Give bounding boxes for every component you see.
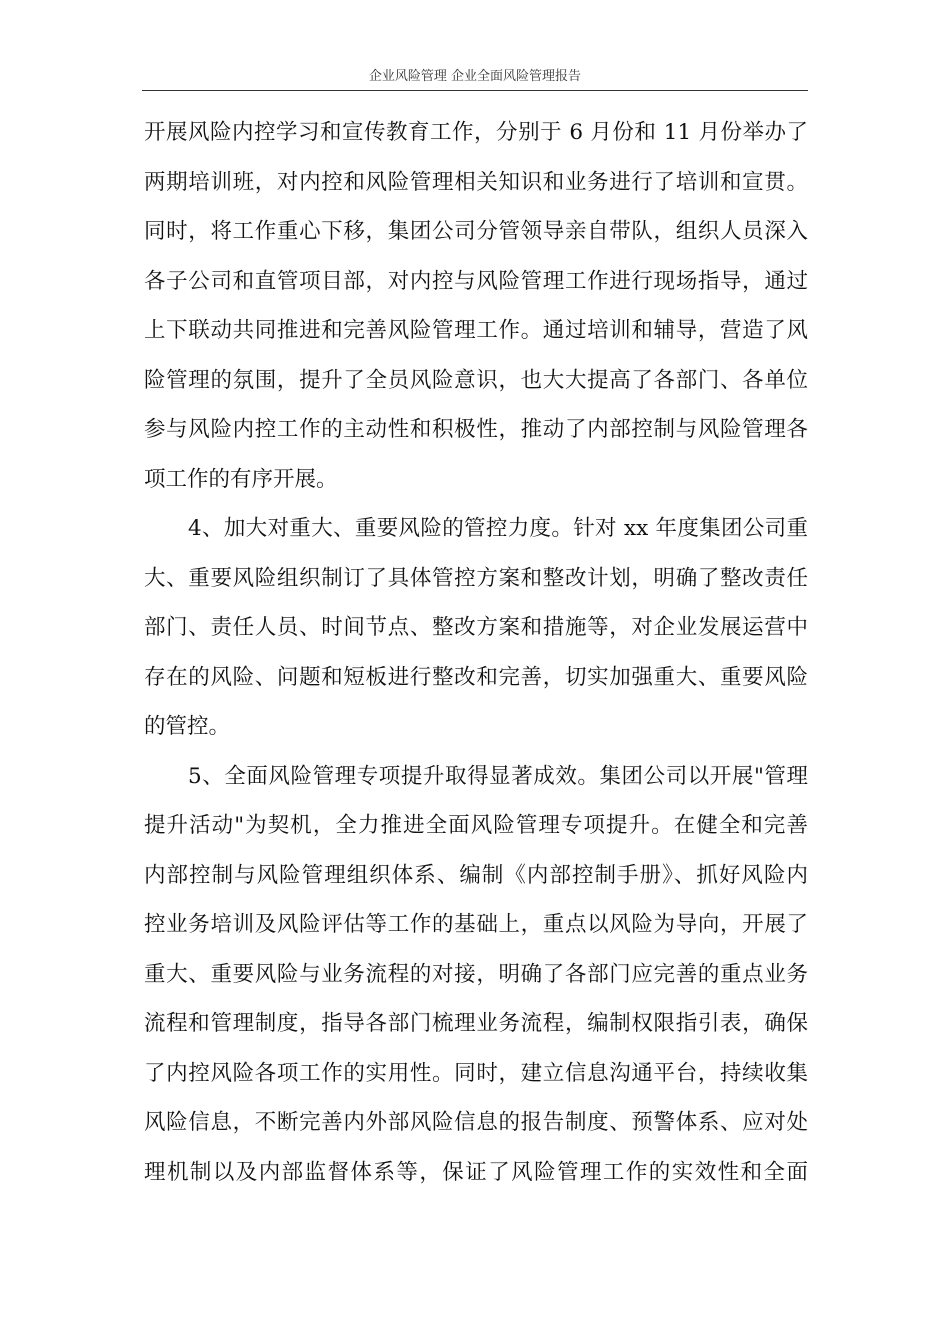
text-line: 大、重要风险组织制订了具体管控方案和整改计划，明确了整改责任 <box>144 565 808 591</box>
text-line: 理机制以及内部监督体系等，保证了风险管理工作的实效性和全面 <box>144 1159 808 1185</box>
document-body <box>144 108 808 1197</box>
text-line: 各子公司和直管项目部，对内控与风险管理工作进行现场指导，通过 <box>144 268 808 294</box>
text-line: 项工作的有序开展。 <box>144 466 338 492</box>
text-line: 两期培训班，对内控和风险管理相关知识和业务进行了培训和宣贯。 <box>144 169 808 195</box>
text-line: 上下联动共同推进和完善风险管理工作。通过培训和辅导，营造了风 <box>144 318 808 343</box>
text-line: 重大、重要风险与业务流程的对接，明确了各部门应完善的重点业务 <box>144 961 808 987</box>
text-line: 控业务培训及风险评估等工作的基础上，重点以风险为导向，开展了 <box>144 912 808 937</box>
text-line: 4、加大对重大、重要风险的管控力度。针对 xx 年度集团公司重 <box>188 516 808 541</box>
text-line: 风险信息，不断完善内外部风险信息的报告制度、预警体系、应对处 <box>144 1110 808 1135</box>
text-line: 存在的风险、问题和短板进行整改和完善，切实加强重大、重要风险 <box>144 664 808 690</box>
text-line: 的管控。 <box>144 714 231 739</box>
text-line: 内部控制与风险管理组织体系、编制《内部控制手册》、抓好风险内 <box>144 862 808 888</box>
text-line: 同时，将工作重心下移，集团公司分管领导亲自带队，组织人员深入 <box>144 219 808 244</box>
header-title: 企业风险管理 企业全面风险管理报告 <box>368 69 582 84</box>
text-line: 险管理的氛围，提升了全员风险意识，也大大提高了各部门、各单位 <box>144 367 808 393</box>
text-line: 参与风险内控工作的主动性和积极性，推动了内部控制与风险管理各 <box>144 417 808 442</box>
text-line: 提升活动"为契机，全力推进全面风险管理专项提升。在健全和完善 <box>144 813 808 838</box>
text-line: 5、全面风险管理专项提升取得显著成效。集团公司以开展"管理 <box>188 763 808 789</box>
text-line: 流程和管理制度，指导各部门梳理业务流程，编制权限指引表，确保 <box>144 1011 808 1036</box>
text-line: 开展风险内控学习和宣传教育工作，分别于 6 月份和 11 月份举办了 <box>144 120 808 145</box>
text-line: 部门、责任人员、时间节点、整改方案和措施等，对企业发展运营中 <box>144 615 808 640</box>
text-line: 了内控风险各项工作的实用性。同时，建立信息沟通平台，持续收集 <box>144 1060 808 1086</box>
page-header <box>142 68 808 91</box>
